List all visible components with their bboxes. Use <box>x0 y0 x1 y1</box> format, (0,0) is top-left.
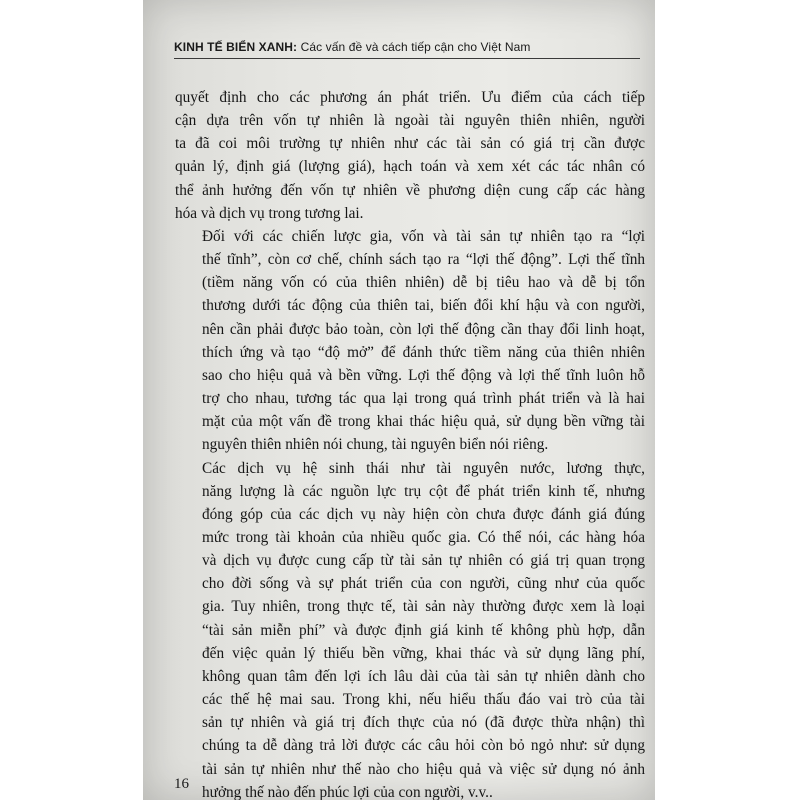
running-header-rest: Các vấn đề và cách tiếp cận cho Việt Nam <box>297 40 531 54</box>
text-line: gia. Tuy nhiên, trong thực tế, tài sản này thường được xem là loại <box>202 598 645 616</box>
text-line: sao cho hiệu quả và bền vững. Lợi thế động và lợi thế tĩnh luôn hỗ <box>202 366 645 384</box>
page-number: 16 <box>174 776 189 792</box>
text-line: Đối với các chiến lược gia, vốn và tài sản tự nhiên tạo ra “lợi <box>202 227 645 245</box>
book-page-scan <box>143 0 655 800</box>
text-line: nên cần phải được bảo toàn, còn lợi thế động cần thay đổi linh hoạt, <box>202 320 645 338</box>
text-line: “tài sản miễn phí” và được định giá kinh tế không phù hợp, dẫn <box>202 621 645 639</box>
text-line: nguyên thiên nhiên nói chung, tài nguyên biển nói riêng. <box>202 436 549 454</box>
paragraph-3 <box>175 457 645 800</box>
paragraph-2 <box>175 225 645 457</box>
text-line: quyết định cho các phương án phát triển. Ưu điểm của cách tiếp <box>175 89 645 106</box>
text-line: tài sản tự nhiên như thế nào cho hiệu quả và việc sử dụng nó ảnh <box>202 760 645 778</box>
text-line: chúng ta dễ dàng trả lời được các câu hỏi còn bỏ ngỏ như: sử dụng <box>202 737 645 755</box>
text-line: đến việc quản lý thiếu bền vững, khai thác và sử dụng lãng phí, <box>202 644 645 662</box>
text-line: sản tự nhiên và giá trị đích thực của nó (đã được thừa nhận) thì <box>202 714 645 732</box>
text-line: Các dịch vụ hệ sinh thái như tài nguyên nước, lương thực, <box>202 459 645 477</box>
running-header <box>174 40 640 59</box>
text-line: các thế hệ mai sau. Trong khi, nếu hiểu thấu đáo vai trò của tài <box>202 691 645 709</box>
text-line: hưởng thế nào đến phúc lợi của con người, v.v.. <box>202 783 493 800</box>
running-header-bold: KINH TẾ BIỂN XANH: <box>174 40 298 54</box>
text-line: đóng góp của các dịch vụ này hiện còn chưa được đánh giá đúng <box>202 505 645 523</box>
text-line: trợ cho nhau, tương tác qua lại trong quá trình phát triển và là hai <box>202 390 645 408</box>
body-text <box>175 86 645 800</box>
text-line: (tiềm năng vốn có của thiên nhiên) dễ bị tiêu hao và dễ bị tổn <box>202 274 645 292</box>
text-line: năng lượng là các nguồn lực trụ cột để phát triển kinh tế, nhưng <box>202 482 645 500</box>
text-line: cho đời sống và sự phát triển của con người, cũng như của quốc <box>202 575 645 593</box>
text-line: không quan tâm đến lợi ích lâu dài của tài sản tự nhiên dành cho <box>202 667 645 685</box>
text-line: hóa và dịch vụ trong tương lai. <box>175 204 364 222</box>
paragraph-1 <box>175 86 645 225</box>
text-line: quản lý, định giá (lượng giá), hạch toán và xem xét các tác nhân có <box>175 158 645 176</box>
text-line: mặt của một vấn đề trong khai thác hiệu quả, sử dụng bền vững tài <box>202 413 645 431</box>
text-line: mức trong tài khoản của nhiều quốc gia. Có thể nói, các hàng hóa <box>202 528 645 546</box>
text-line: ta đã coi môi trường tự nhiên như các tài sản có giá trị cần được <box>175 135 645 153</box>
text-line: thể ảnh hưởng đến vốn tự nhiên về phương diện cung cấp các hàng <box>175 181 645 199</box>
text-line: và dịch vụ được cung cấp từ tài sản tự nhiên có giá trị quan trọng <box>202 552 645 570</box>
text-line: thương dưới tác động của thiên tai, biến đổi khí hậu và con người, <box>202 297 645 315</box>
text-line: thế tĩnh”, còn cơ chế, chính sách tạo ra “lợi thế động”. Lợi thế tĩnh <box>202 251 645 269</box>
text-line: thích ứng và tạo “độ mở” để đánh thức tiềm năng của thiên nhiên <box>202 343 645 361</box>
text-line: cận dựa trên vốn tự nhiên là ngoài tài nguyên thiên nhiên, người <box>175 112 645 130</box>
